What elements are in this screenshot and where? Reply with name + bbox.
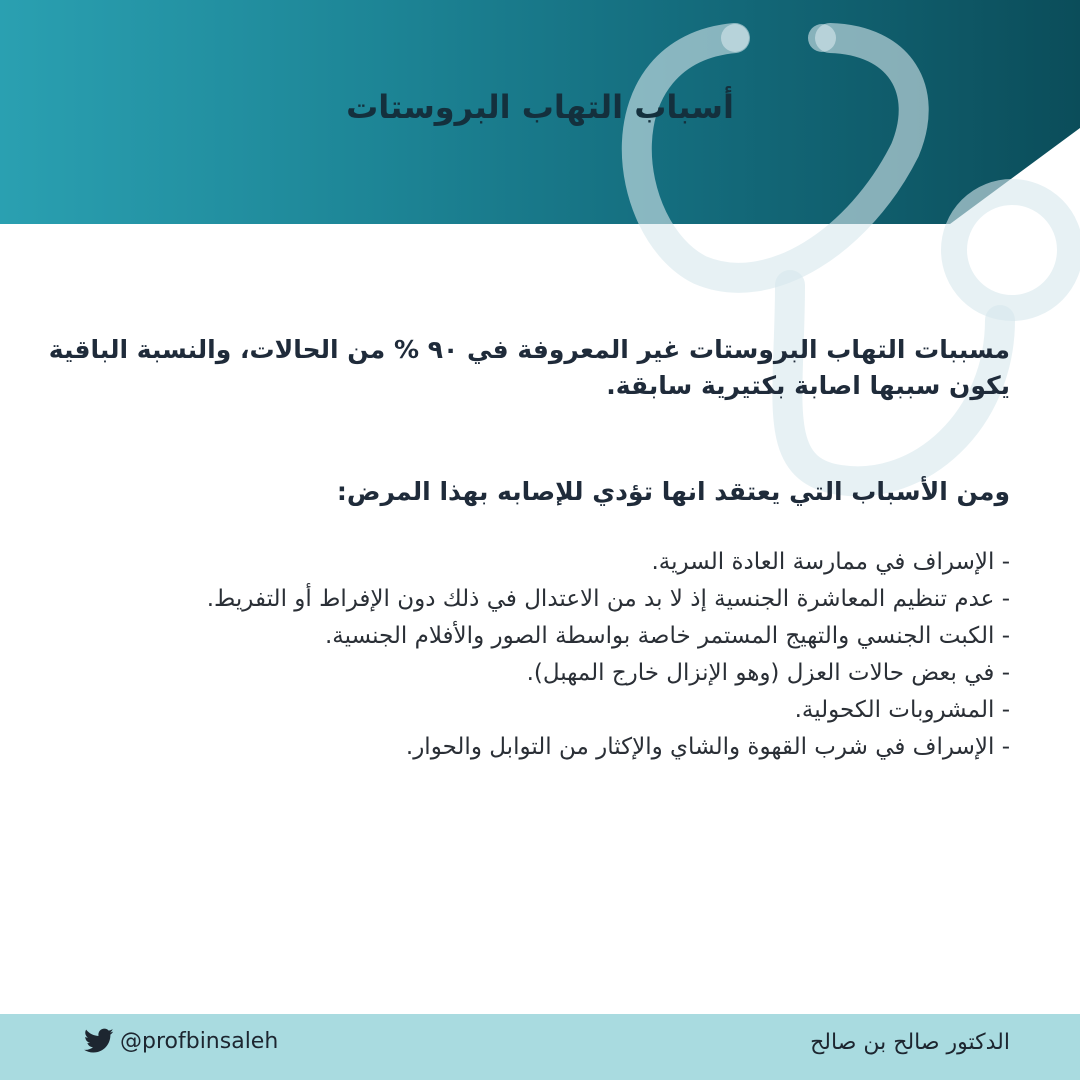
author-name: الدكتور صالح بن صالح <box>810 1030 1010 1055</box>
intro-paragraph: مسببات التهاب البروستات غير المعروفة في ٩٠ % من الحالات، والنسبة الباقية يكون سببها اصابة بكتيرية سابقة. <box>48 335 1010 400</box>
twitter-handle-text: @profbinsaleh <box>120 1028 279 1054</box>
list-item: - عدم تنظيم المعاشرة الجنسية إذ لا بد من الاعتدال في ذلك دون الإفراط أو التفريط. <box>206 586 1010 612</box>
causes-heading: ومن الأسباب التي يعتقد انها تؤدي للإصابه بهذا المرض: <box>336 477 1010 506</box>
twitter-icon <box>84 1028 114 1054</box>
main-content <box>36 332 1010 760</box>
list-item: - الإسراف في ممارسة العادة السرية. <box>651 549 1010 575</box>
footer <box>0 1014 1080 1080</box>
list-item: - الكبت الجنسي والتهيج المستمر خاصة بواسطة الصور والأفلام الجنسية. <box>325 623 1010 649</box>
page-title: أسباب التهاب البروستات <box>346 88 734 126</box>
twitter-handle-link[interactable] <box>84 1028 278 1054</box>
list-item: - الإسراف في شرب القهوة والشاي والإكثار من التوابل والحوار. <box>405 734 1010 760</box>
list-item: - المشروبات الكحولية. <box>794 697 1010 723</box>
causes-list <box>36 544 1010 766</box>
list-item: - في بعض حالات العزل (وهو الإنزال خارج المهبل). <box>526 660 1010 686</box>
